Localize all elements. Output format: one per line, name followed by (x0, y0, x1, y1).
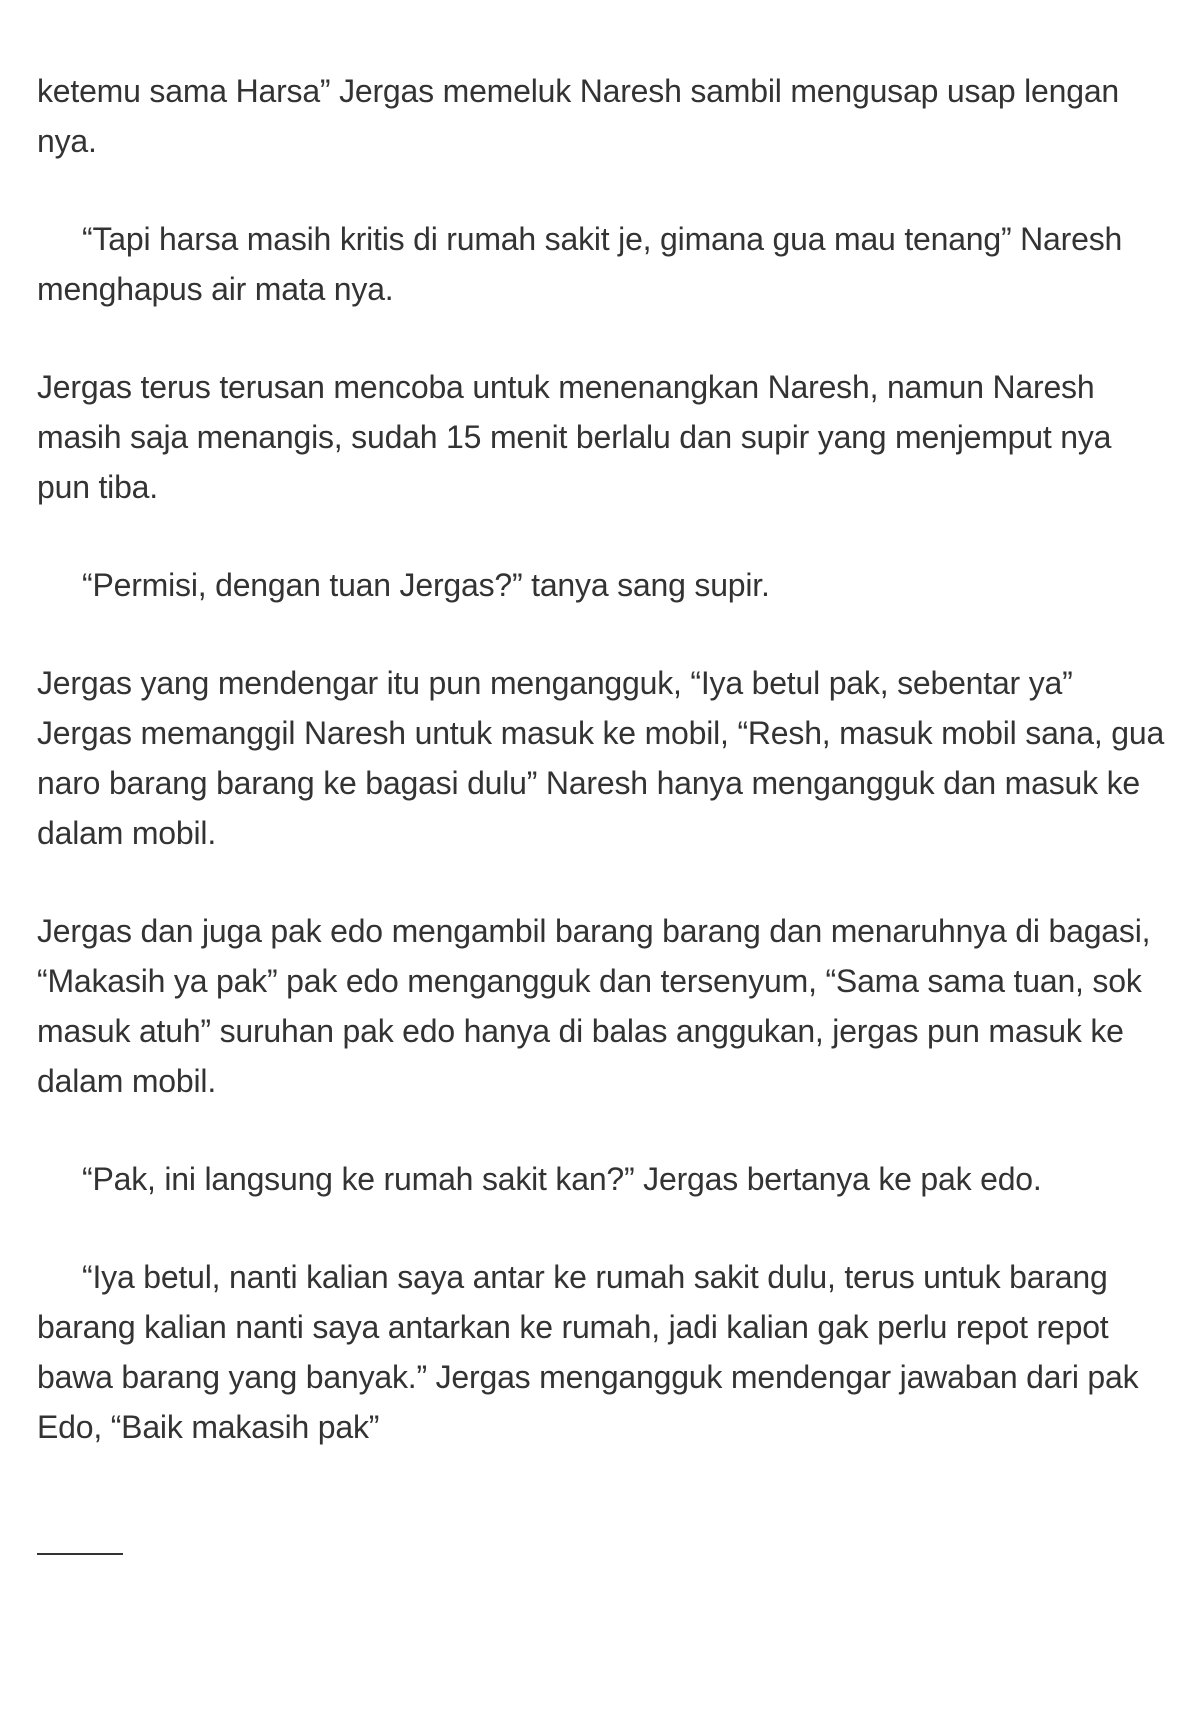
paragraph-8: “Iya betul, nanti kalian saya antar ke rumah sakit dulu, terus untuk barang barang kalian nanti saya antarkan ke rumah, jadi kalian gak perlu repot repot bawa barang yang banyak.” Jergas mengangguk mendengar jawaban dari pak Edo, “Baik makasih pak” (37, 1259, 1139, 1445)
paragraph-1: ketemu sama Harsa” Jergas memeluk Naresh sambil mengusap usap lengan nya. (37, 73, 1120, 159)
paragraph-3: Jergas terus terusan mencoba untuk menenangkan Naresh, namun Naresh masih saja menangis, sudah 15 menit berlalu dan supir yang menjemput nya pun tiba. (37, 369, 1112, 505)
story-text (37, 66, 1167, 1452)
paragraph-6: Jergas dan juga pak edo mengambil barang barang dan menaruhnya di bagasi, “Makasih ya pak” pak edo mengangguk dan tersenyum, “Sama sama tuan, sok masuk atuh” suruhan pak edo hanya di balas anggukan, jergas pun masuk ke dalam mobil. (37, 913, 1151, 1099)
paragraph-2: “Tapi harsa masih kritis di rumah sakit je, gimana gua mau tenang” Naresh menghapus air mata nya. (37, 221, 1123, 307)
paragraph-4: “Permisi, dengan tuan Jergas?” tanya sang supir. (82, 567, 770, 603)
section-divider (37, 1553, 123, 1555)
paragraph-5: Jergas yang mendengar itu pun mengangguk, “Iya betul pak, sebentar ya” Jergas memanggil Naresh untuk masuk ke mobil, “Resh, masuk mobil sana, gua naro barang barang ke bagasi dulu” Naresh hanya mengangguk dan masuk ke dalam mobil. (37, 665, 1165, 851)
paragraph-7: “Pak, ini langsung ke rumah sakit kan?” Jergas bertanya ke pak edo. (82, 1161, 1042, 1197)
